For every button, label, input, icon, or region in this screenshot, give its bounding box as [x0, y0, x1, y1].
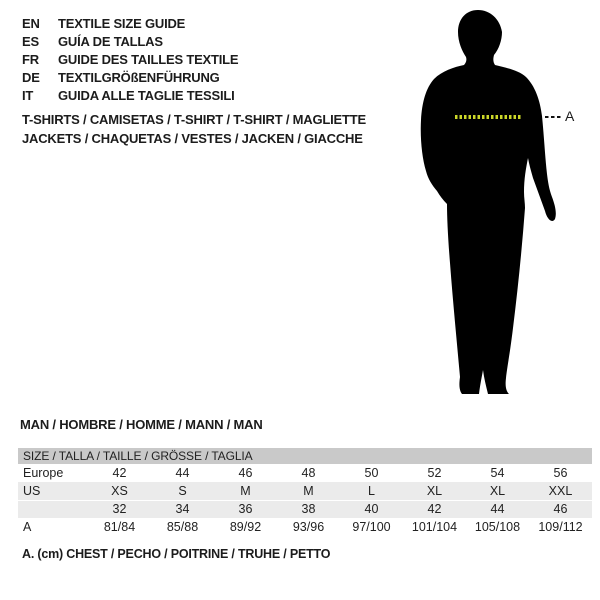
size-cell: 40 — [364, 502, 379, 516]
table-row-chest — [18, 518, 592, 536]
language-code: FR — [22, 52, 39, 67]
man-silhouette-figure — [410, 8, 590, 398]
size-cell: 89/92 — [229, 520, 262, 534]
size-cell: 109/112 — [538, 520, 583, 534]
size-cell: 36 — [238, 502, 253, 516]
language-code: DE — [22, 70, 40, 85]
size-cell: 44 — [175, 466, 190, 480]
language-row — [22, 87, 238, 105]
size-cell: 97/100 — [352, 520, 391, 534]
table-row-europe — [18, 464, 592, 482]
measurement-label-a: A — [565, 108, 575, 124]
size-cell: 52 — [427, 466, 442, 480]
language-title-list — [22, 15, 238, 105]
size-cell: 48 — [301, 466, 316, 480]
size-cell: XL — [426, 484, 443, 498]
size-cell: L — [368, 484, 375, 498]
size-cell: 105/108 — [474, 520, 521, 534]
measurement-footnote: A. (cm) CHEST / PECHO / POITRINE / TRUHE / PETTO — [22, 547, 331, 561]
guide-title: TEXTILGRÖßENFÜHRUNG — [58, 70, 220, 85]
size-cell: 44 — [490, 502, 505, 516]
size-cell: S — [178, 484, 187, 498]
language-row — [22, 69, 238, 87]
garment-categories — [22, 110, 366, 148]
language-code: IT — [22, 88, 34, 103]
guide-title: TEXTILE SIZE GUIDE — [58, 16, 186, 31]
size-cell: 42 — [427, 502, 442, 516]
size-cell: 42 — [112, 466, 127, 480]
size-cell: 101/104 — [411, 520, 458, 534]
language-row — [22, 51, 238, 69]
size-cell: 38 — [301, 502, 316, 516]
size-cell: 46 — [553, 502, 568, 516]
language-row — [22, 15, 238, 33]
row-label — [18, 501, 88, 518]
size-cell: 50 — [364, 466, 379, 480]
language-row — [22, 33, 238, 51]
gender-heading: MAN / HOMBRE / HOMME / MANN / MAN — [20, 417, 263, 432]
language-code: EN — [22, 16, 40, 31]
size-cell: 46 — [238, 466, 253, 480]
size-cell: XS — [111, 484, 128, 498]
row-label: US — [23, 484, 41, 498]
size-cell: 56 — [553, 466, 568, 480]
size-table-header: SIZE / TALLA / TAILLE / GRÖSSE / TAGLIA — [18, 448, 592, 464]
size-cell: XL — [489, 484, 506, 498]
size-cell: 32 — [112, 502, 127, 516]
size-cell: 81/84 — [103, 520, 136, 534]
table-row-us — [18, 482, 592, 500]
size-cell: M — [240, 484, 251, 498]
size-cell: 85/88 — [166, 520, 199, 534]
row-label: Europe — [23, 466, 64, 480]
size-cell: 54 — [490, 466, 505, 480]
guide-title: GUIDA ALLE TAGLIE TESSILI — [58, 88, 235, 103]
size-cell: M — [303, 484, 314, 498]
size-cell: XXL — [548, 484, 573, 498]
guide-title: GUÍA DE TALLAS — [58, 34, 163, 49]
size-cell: 34 — [175, 502, 190, 516]
size-cell: 93/96 — [292, 520, 325, 534]
table-row-numeric — [18, 500, 592, 518]
man-silhouette — [421, 10, 556, 394]
size-table — [18, 448, 592, 536]
row-label: A — [23, 520, 32, 534]
category-line-jackets: JACKETS / CHAQUETAS / VESTES / JACKEN / GIACCHE — [22, 131, 363, 146]
man-silhouette-graphic — [410, 8, 590, 398]
language-code: ES — [22, 34, 39, 49]
guide-title: GUIDE DES TAILLES TEXTILE — [58, 52, 239, 67]
category-line-tshirts: T-SHIRTS / CAMISETAS / T-SHIRT / T-SHIRT / MAGLIETTE — [22, 112, 366, 127]
